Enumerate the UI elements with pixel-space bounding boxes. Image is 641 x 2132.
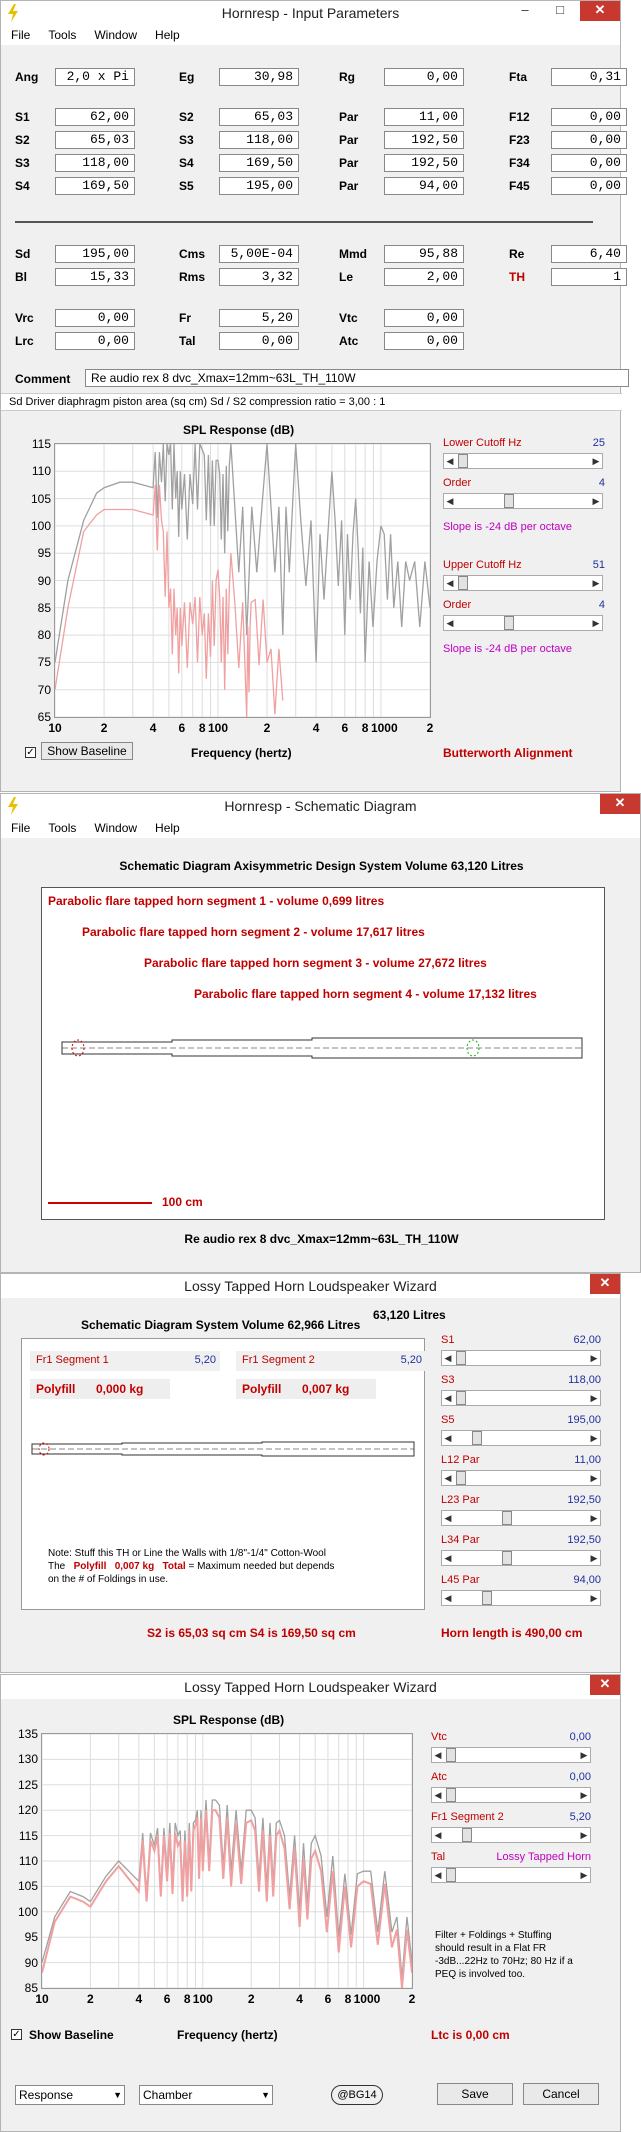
param-label: Rms <box>179 270 206 284</box>
menu-help[interactable]: Help <box>155 821 180 835</box>
order2-slider[interactable]: ◀ ▶ <box>443 615 603 631</box>
menu-tools[interactable]: Tools <box>48 28 77 42</box>
polyfill1-box <box>30 1379 170 1399</box>
polyfill1-label: Polyfill <box>36 1382 76 1396</box>
filter-note-line: -3dB...22Hz to 70Hz; 80 Hz if a <box>435 1956 573 1967</box>
menu-file[interactable]: File <box>11 821 31 835</box>
param-field-mmd[interactable]: 95,88 <box>384 245 464 263</box>
note-polyfill: Polyfill <box>73 1561 107 1572</box>
slider[interactable]: ◀ ▶ <box>431 1787 591 1803</box>
minimize-button[interactable]: – <box>521 2 529 17</box>
slider-value: Lossy Tapped Horn <box>496 1851 591 1863</box>
param-label: Vrc <box>15 311 34 325</box>
segment-3-label: Parabolic flare tapped horn segment 3 - volume 27,672 litres <box>144 956 487 970</box>
x-tick-label: 2 <box>100 721 108 735</box>
slider-label: S3 <box>441 1374 455 1386</box>
param-field-f23[interactable]: 0,00 <box>551 131 627 149</box>
param-field-f12[interactable]: 0,00 <box>551 108 627 126</box>
x-tick-label: 2 <box>87 1992 94 2006</box>
x-tick-label: 6 <box>324 1992 332 2006</box>
schematic-header: Schematic Diagram Axisymmetric Design System Volume 63,120 Litres <box>119 859 524 873</box>
show-baseline-checkbox[interactable]: ✓ <box>26 747 35 758</box>
save-button[interactable]: Save <box>437 2083 513 2105</box>
y-tick-label: 110 <box>18 1854 38 1868</box>
param-label: TH <box>509 270 525 284</box>
window-title: Hornresp - Schematic Diagram <box>224 798 417 814</box>
param-field-vtc[interactable]: 0,00 <box>384 309 464 327</box>
y-tick-label: 105 <box>30 491 51 506</box>
y-tick-label: 95 <box>24 1930 38 1945</box>
ltc-label: Ltc is 0,00 cm <box>431 2028 510 2042</box>
y-tick-label: 80 <box>37 628 51 643</box>
hornresp-lightning-icon <box>7 797 19 815</box>
x-tick-label: 4 <box>312 721 320 735</box>
param-field-le[interactable]: 2,00 <box>384 268 464 286</box>
lower-cutoff-slider[interactable]: ◀ ▶ <box>443 453 603 469</box>
menu-window[interactable]: Window <box>94 28 138 42</box>
param-field-par[interactable]: 192,50 <box>384 154 464 172</box>
slider-value: 192,50 <box>567 1534 601 1546</box>
order2-label: Order <box>443 599 472 611</box>
y-tick-label: 100 <box>17 1904 38 1919</box>
param-field-s2[interactable]: 65,03 <box>219 108 299 126</box>
y-tick-label: 90 <box>24 1955 38 1970</box>
param-field-rg[interactable]: 0,00 <box>384 68 464 86</box>
upper-cutoff-value: 51 <box>592 559 605 571</box>
cancel-button[interactable]: Cancel <box>523 2083 599 2105</box>
x-tick-label: 2 <box>408 1992 416 2006</box>
y-tick-label: 115 <box>18 1828 38 1843</box>
upper-cutoff-slider[interactable]: ◀ ▶ <box>443 575 603 591</box>
segment-1-label: Parabolic flare tapped horn segment 1 - volume 0,699 litres <box>48 894 385 908</box>
param-label: Par <box>339 156 359 170</box>
param-label: Ang <box>15 70 39 84</box>
spl-chart <box>42 1734 412 1988</box>
param-label: F45 <box>509 179 530 193</box>
close-button[interactable]: ✕ <box>590 1675 620 1695</box>
x-tick-label: 1000 <box>353 1992 381 2006</box>
menu-bar <box>1 25 620 45</box>
wizard-schematic-panel <box>21 1338 425 1610</box>
show-baseline-button[interactable]: Show Baseline <box>41 742 133 760</box>
wizard-header: Schematic Diagram System Volume 62,966 Litres <box>81 1318 361 1332</box>
slider-value: 94,00 <box>573 1574 601 1586</box>
slider-value: 62,00 <box>573 1334 601 1346</box>
slope2-text: Slope is -24 dB per octave <box>443 643 573 655</box>
slider[interactable]: ◀ ▶ <box>441 1550 601 1566</box>
slider[interactable]: ◀ ▶ <box>441 1470 601 1486</box>
x-tick-label: 4 <box>296 1992 303 2006</box>
param-field-s1[interactable]: 62,00 <box>55 108 135 126</box>
spl-title: SPL Response (dB) <box>183 423 295 437</box>
param-label: Lrc <box>15 334 34 348</box>
y-tick-label: 115 <box>31 437 51 451</box>
x-tick-label: 2 <box>247 1992 255 2006</box>
x-tick-label: 6 <box>178 721 186 735</box>
param-field-re[interactable]: 6,40 <box>551 245 627 263</box>
fr1-segment1-value: 5,20 <box>194 1354 216 1366</box>
menu-window[interactable]: Window <box>94 821 138 835</box>
scale-label: 100 cm <box>162 1195 203 1209</box>
horn-schematic <box>42 1028 604 1068</box>
param-field-s2[interactable]: 65,03 <box>55 131 135 149</box>
y-tick-label: 100 <box>30 518 51 533</box>
param-label: Re <box>509 247 525 261</box>
param-field-fr[interactable]: 5,20 <box>219 309 299 327</box>
param-field-ang[interactable]: 2,0 x Pi <box>55 68 135 86</box>
slider-label: Fr1 Segment 2 <box>431 1811 504 1823</box>
param-label: F34 <box>509 156 530 170</box>
filter-note-line: PEQ is involved too. <box>435 1969 526 1980</box>
y-tick-label: 75 <box>37 655 51 670</box>
slider[interactable]: ◀ ▶ <box>431 1747 591 1763</box>
close-button[interactable]: ✕ <box>590 1274 620 1294</box>
slider[interactable]: ◀ ▶ <box>441 1390 601 1406</box>
x-tick-label: 8 <box>361 721 369 735</box>
slider-value: 11,00 <box>574 1454 601 1466</box>
y-tick-label: 90 <box>37 573 51 588</box>
param-field-s4[interactable]: 169,50 <box>55 177 135 195</box>
param-field-tal[interactable]: 0,00 <box>219 332 299 350</box>
slider-value: 192,50 <box>567 1494 601 1506</box>
param-label: Le <box>339 270 354 284</box>
title-bar <box>1 1675 620 1699</box>
param-label: S1 <box>15 110 30 124</box>
fr1-segment2-value: 5,20 <box>400 1354 422 1366</box>
polyfill1-value: 0,000 kg <box>96 1382 144 1396</box>
param-label: Vtc <box>339 311 358 325</box>
input-parameters-window <box>0 0 621 792</box>
slider-label: L12 Par <box>441 1454 480 1466</box>
response-select[interactable] <box>15 2085 125 2105</box>
spl-plot <box>41 1733 413 1989</box>
param-label: S2 <box>15 133 30 147</box>
param-field-s5[interactable]: 195,00 <box>219 177 299 195</box>
param-label: Eg <box>179 70 195 84</box>
param-field-rms[interactable]: 3,32 <box>219 268 299 286</box>
menu-help[interactable]: Help <box>155 28 180 42</box>
param-field-s3[interactable]: 118,00 <box>219 131 299 149</box>
slider-label: S5 <box>441 1414 455 1426</box>
alignment-label: Butterworth Alignment <box>443 746 573 760</box>
param-label: Par <box>339 133 359 147</box>
x-tick-label: 2 <box>426 721 434 735</box>
y-tick-label: 105 <box>17 1879 38 1894</box>
param-label: Tal <box>179 334 196 348</box>
slider-label: Atc <box>431 1771 447 1783</box>
param-field-fta[interactable]: 0,31 <box>551 68 627 86</box>
y-tick-label: 130 <box>17 1752 38 1767</box>
param-label: Par <box>339 179 359 193</box>
chevron-down-icon: ▼ <box>261 2090 270 2100</box>
fr1-segment2-box <box>236 1351 426 1371</box>
stuffing-note <box>48 1547 418 1586</box>
param-label: Fr <box>179 311 191 325</box>
note-polyfill-value: 0,007 kg <box>114 1561 155 1572</box>
close-button[interactable]: ✕ <box>580 1 620 21</box>
note-pre: The <box>48 1561 66 1572</box>
slope-text: Slope is -24 dB per octave <box>443 521 573 533</box>
filter-note <box>435 1929 573 1981</box>
slider-label: S1 <box>441 1334 455 1346</box>
show-baseline-checkbox[interactable]: ✓ <box>12 2029 21 2040</box>
s2-s4-area: S2 is 65,03 sq cm S4 is 169,50 sq cm <box>147 1626 356 1640</box>
scale-bar <box>48 1202 152 1204</box>
param-label: Sd <box>15 247 31 261</box>
menu-file[interactable]: File <box>11 28 31 42</box>
param-label: Fta <box>509 70 527 84</box>
chevron-down-icon: ▼ <box>113 2090 122 2100</box>
slider-label: Vtc <box>431 1731 447 1743</box>
window-title: Lossy Tapped Horn Loudspeaker Wizard <box>184 1278 437 1294</box>
param-field-bl[interactable]: 15,33 <box>55 268 135 286</box>
lower-cutoff-value: 25 <box>592 437 605 449</box>
x-tick-label: 100 <box>192 1992 213 2006</box>
param-label: S5 <box>179 179 194 193</box>
slider-label: L23 Par <box>441 1494 480 1506</box>
param-field-vrc[interactable]: 0,00 <box>55 309 135 327</box>
schematic-caption: Re audio rex 8 dvc_Xmax=12mm~63L_TH_110W <box>184 1232 459 1246</box>
comment-label: Comment <box>15 372 71 386</box>
slider-value: 0,00 <box>569 1771 591 1783</box>
segment-2-label: Parabolic flare tapped horn segment 2 - volume 17,617 litres <box>82 925 425 939</box>
title-bar <box>1 1274 620 1298</box>
note-line2 <box>48 1560 418 1573</box>
fr1-segment2-label: Fr1 Segment 2 <box>242 1354 315 1366</box>
fr1-segment1-label: Fr1 Segment 1 <box>36 1354 109 1366</box>
slider[interactable]: ◀ ▶ <box>441 1590 601 1606</box>
param-field-cms[interactable]: 5,00E-04 <box>219 245 299 263</box>
y-tick-label: 65 <box>37 710 51 724</box>
chamber-select[interactable] <box>139 2085 273 2105</box>
param-field-th[interactable]: 1 <box>551 268 627 286</box>
schematic-panel <box>41 887 605 1220</box>
fr1-segment1-box <box>30 1351 220 1371</box>
status-bar: Sd Driver diaphragm piston area (sq cm) Sd / S2 compression ratio = 3,00 : 1 <box>1 393 622 411</box>
maximize-button[interactable]: □ <box>556 2 564 17</box>
filter-note-line: should result in a Flat FR <box>435 1943 547 1954</box>
note-line1: Note: Stuff this TH or Line the Walls with 1/8"-1/4" Cotton-Wool <box>48 1548 326 1559</box>
polyfill2-value: 0,007 kg <box>302 1382 350 1396</box>
y-tick-label: 110 <box>31 464 51 479</box>
title-bar <box>1 794 640 818</box>
param-label: S4 <box>15 179 30 193</box>
y-tick-label: 135 <box>17 1727 38 1741</box>
slider-label: L45 Par <box>441 1574 480 1586</box>
polyfill2-box <box>236 1379 376 1399</box>
wizard-horn-schematic <box>22 1434 426 1464</box>
x-tick-label: 6 <box>163 1992 171 2006</box>
slider-label: L34 Par <box>441 1534 480 1546</box>
slider[interactable]: ◀ ▶ <box>441 1350 601 1366</box>
x-tick-label: 8 <box>198 721 206 735</box>
x-tick-label: 8 <box>183 1992 191 2006</box>
x-tick-label: 10 <box>48 721 62 735</box>
comment-field[interactable]: Re audio rex 8 dvc_Xmax=12mm~63L_TH_110W <box>85 369 629 387</box>
param-field-eg[interactable]: 30,98 <box>219 68 299 86</box>
param-label: Rg <box>339 70 355 84</box>
wizard-response-window <box>0 1674 621 2132</box>
param-field-atc[interactable]: 0,00 <box>384 332 464 350</box>
wizard-schematic-window <box>0 1273 621 1673</box>
frequency-label: Frequency (hertz) <box>177 2028 278 2042</box>
note-post: = Maximum needed but depends <box>188 1561 335 1572</box>
y-tick-label: 85 <box>37 600 51 615</box>
param-label: F12 <box>509 110 530 124</box>
param-label: Par <box>339 110 359 124</box>
segment-4-label: Parabolic flare tapped horn segment 4 - volume 17,132 litres <box>194 987 537 1001</box>
param-field-sd[interactable]: 195,00 <box>55 245 135 263</box>
schematic-diagram-window <box>0 793 641 1273</box>
window-title: Hornresp - Input Parameters <box>221 5 400 21</box>
param-field-par[interactable]: 192,50 <box>384 131 464 149</box>
spl-chart <box>55 444 430 717</box>
spl-title: SPL Response (dB) <box>173 1713 285 1727</box>
slider[interactable]: ◀ ▶ <box>431 1867 591 1883</box>
slider[interactable]: ◀ ▶ <box>441 1510 601 1526</box>
x-tick-label: 1000 <box>370 721 398 735</box>
menu-tools[interactable]: Tools <box>48 821 77 835</box>
response-select-value: Response <box>19 2088 74 2102</box>
x-tick-label: 2 <box>263 721 271 735</box>
show-baseline-label[interactable]: Show Baseline <box>29 2028 114 2042</box>
horn-length: Horn length is 490,00 cm <box>441 1626 583 1640</box>
order2-value: 4 <box>598 599 605 611</box>
frequency-label: Frequency (hertz) <box>191 746 292 760</box>
param-label: Cms <box>179 247 206 261</box>
slider[interactable]: ◀ ▶ <box>431 1827 591 1843</box>
note-total: Total <box>162 1561 186 1572</box>
slider[interactable]: ◀ ▶ <box>441 1430 601 1446</box>
x-tick-label: 8 <box>344 1992 352 2006</box>
slider-value: 195,00 <box>567 1414 601 1426</box>
order-label: Order <box>443 477 472 489</box>
param-label: Atc <box>339 334 359 348</box>
order-value: 4 <box>598 477 605 489</box>
param-field-f34[interactable]: 0,00 <box>551 154 627 172</box>
param-label: S2 <box>179 110 194 124</box>
window-title: Lossy Tapped Horn Loudspeaker Wizard <box>184 1679 437 1695</box>
param-field-s3[interactable]: 118,00 <box>55 154 135 172</box>
param-label: S3 <box>179 133 194 147</box>
polyfill2-label: Polyfill <box>242 1382 282 1396</box>
note-line3: on the # of Foldings in use. <box>48 1574 169 1585</box>
y-tick-label: 125 <box>17 1777 38 1792</box>
x-tick-label: 4 <box>149 721 157 735</box>
param-field-f45[interactable]: 0,00 <box>551 177 627 195</box>
hornresp-lightning-icon <box>7 4 19 22</box>
y-tick-label: 70 <box>37 682 51 697</box>
divider <box>15 221 593 223</box>
bg14-badge: @BG14 <box>331 2085 383 2105</box>
param-label: Mmd <box>339 247 367 261</box>
slider-value: 5,20 <box>569 1811 591 1823</box>
slider-value: 118,00 <box>568 1374 601 1386</box>
x-tick-label: 6 <box>341 721 349 735</box>
filter-note-line: Filter + Foldings + Stuffing <box>435 1930 552 1941</box>
lower-cutoff-label: Lower Cutoff Hz <box>443 437 522 449</box>
menu-bar <box>1 818 640 838</box>
wizard-volume: 63,120 Litres <box>373 1308 446 1322</box>
upper-cutoff-label: Upper Cutoff Hz <box>443 559 522 571</box>
y-tick-label: 95 <box>37 546 51 561</box>
x-tick-label: 100 <box>207 721 228 735</box>
order-slider[interactable]: ◀ ▶ <box>443 493 603 509</box>
spl-plot <box>54 443 431 718</box>
chamber-select-value: Chamber <box>143 2088 193 2102</box>
slider-label: Tal <box>431 1851 446 1863</box>
slider-value: 0,00 <box>569 1731 591 1743</box>
param-field-par[interactable]: 94,00 <box>384 177 464 195</box>
close-button[interactable]: ✕ <box>600 794 640 814</box>
param-label: S3 <box>15 156 30 170</box>
param-label: S4 <box>179 156 194 170</box>
param-label: F23 <box>509 133 530 147</box>
y-tick-label: 120 <box>17 1803 38 1818</box>
title-bar <box>1 1 620 25</box>
param-field-lrc[interactable]: 0,00 <box>55 332 135 350</box>
param-field-par[interactable]: 11,00 <box>384 108 464 126</box>
param-label: Bl <box>15 270 27 284</box>
param-field-s4[interactable]: 169,50 <box>219 154 299 172</box>
y-tick-label: 85 <box>24 1981 38 1995</box>
x-tick-label: 10 <box>35 1992 49 2006</box>
x-tick-label: 4 <box>135 1992 143 2006</box>
